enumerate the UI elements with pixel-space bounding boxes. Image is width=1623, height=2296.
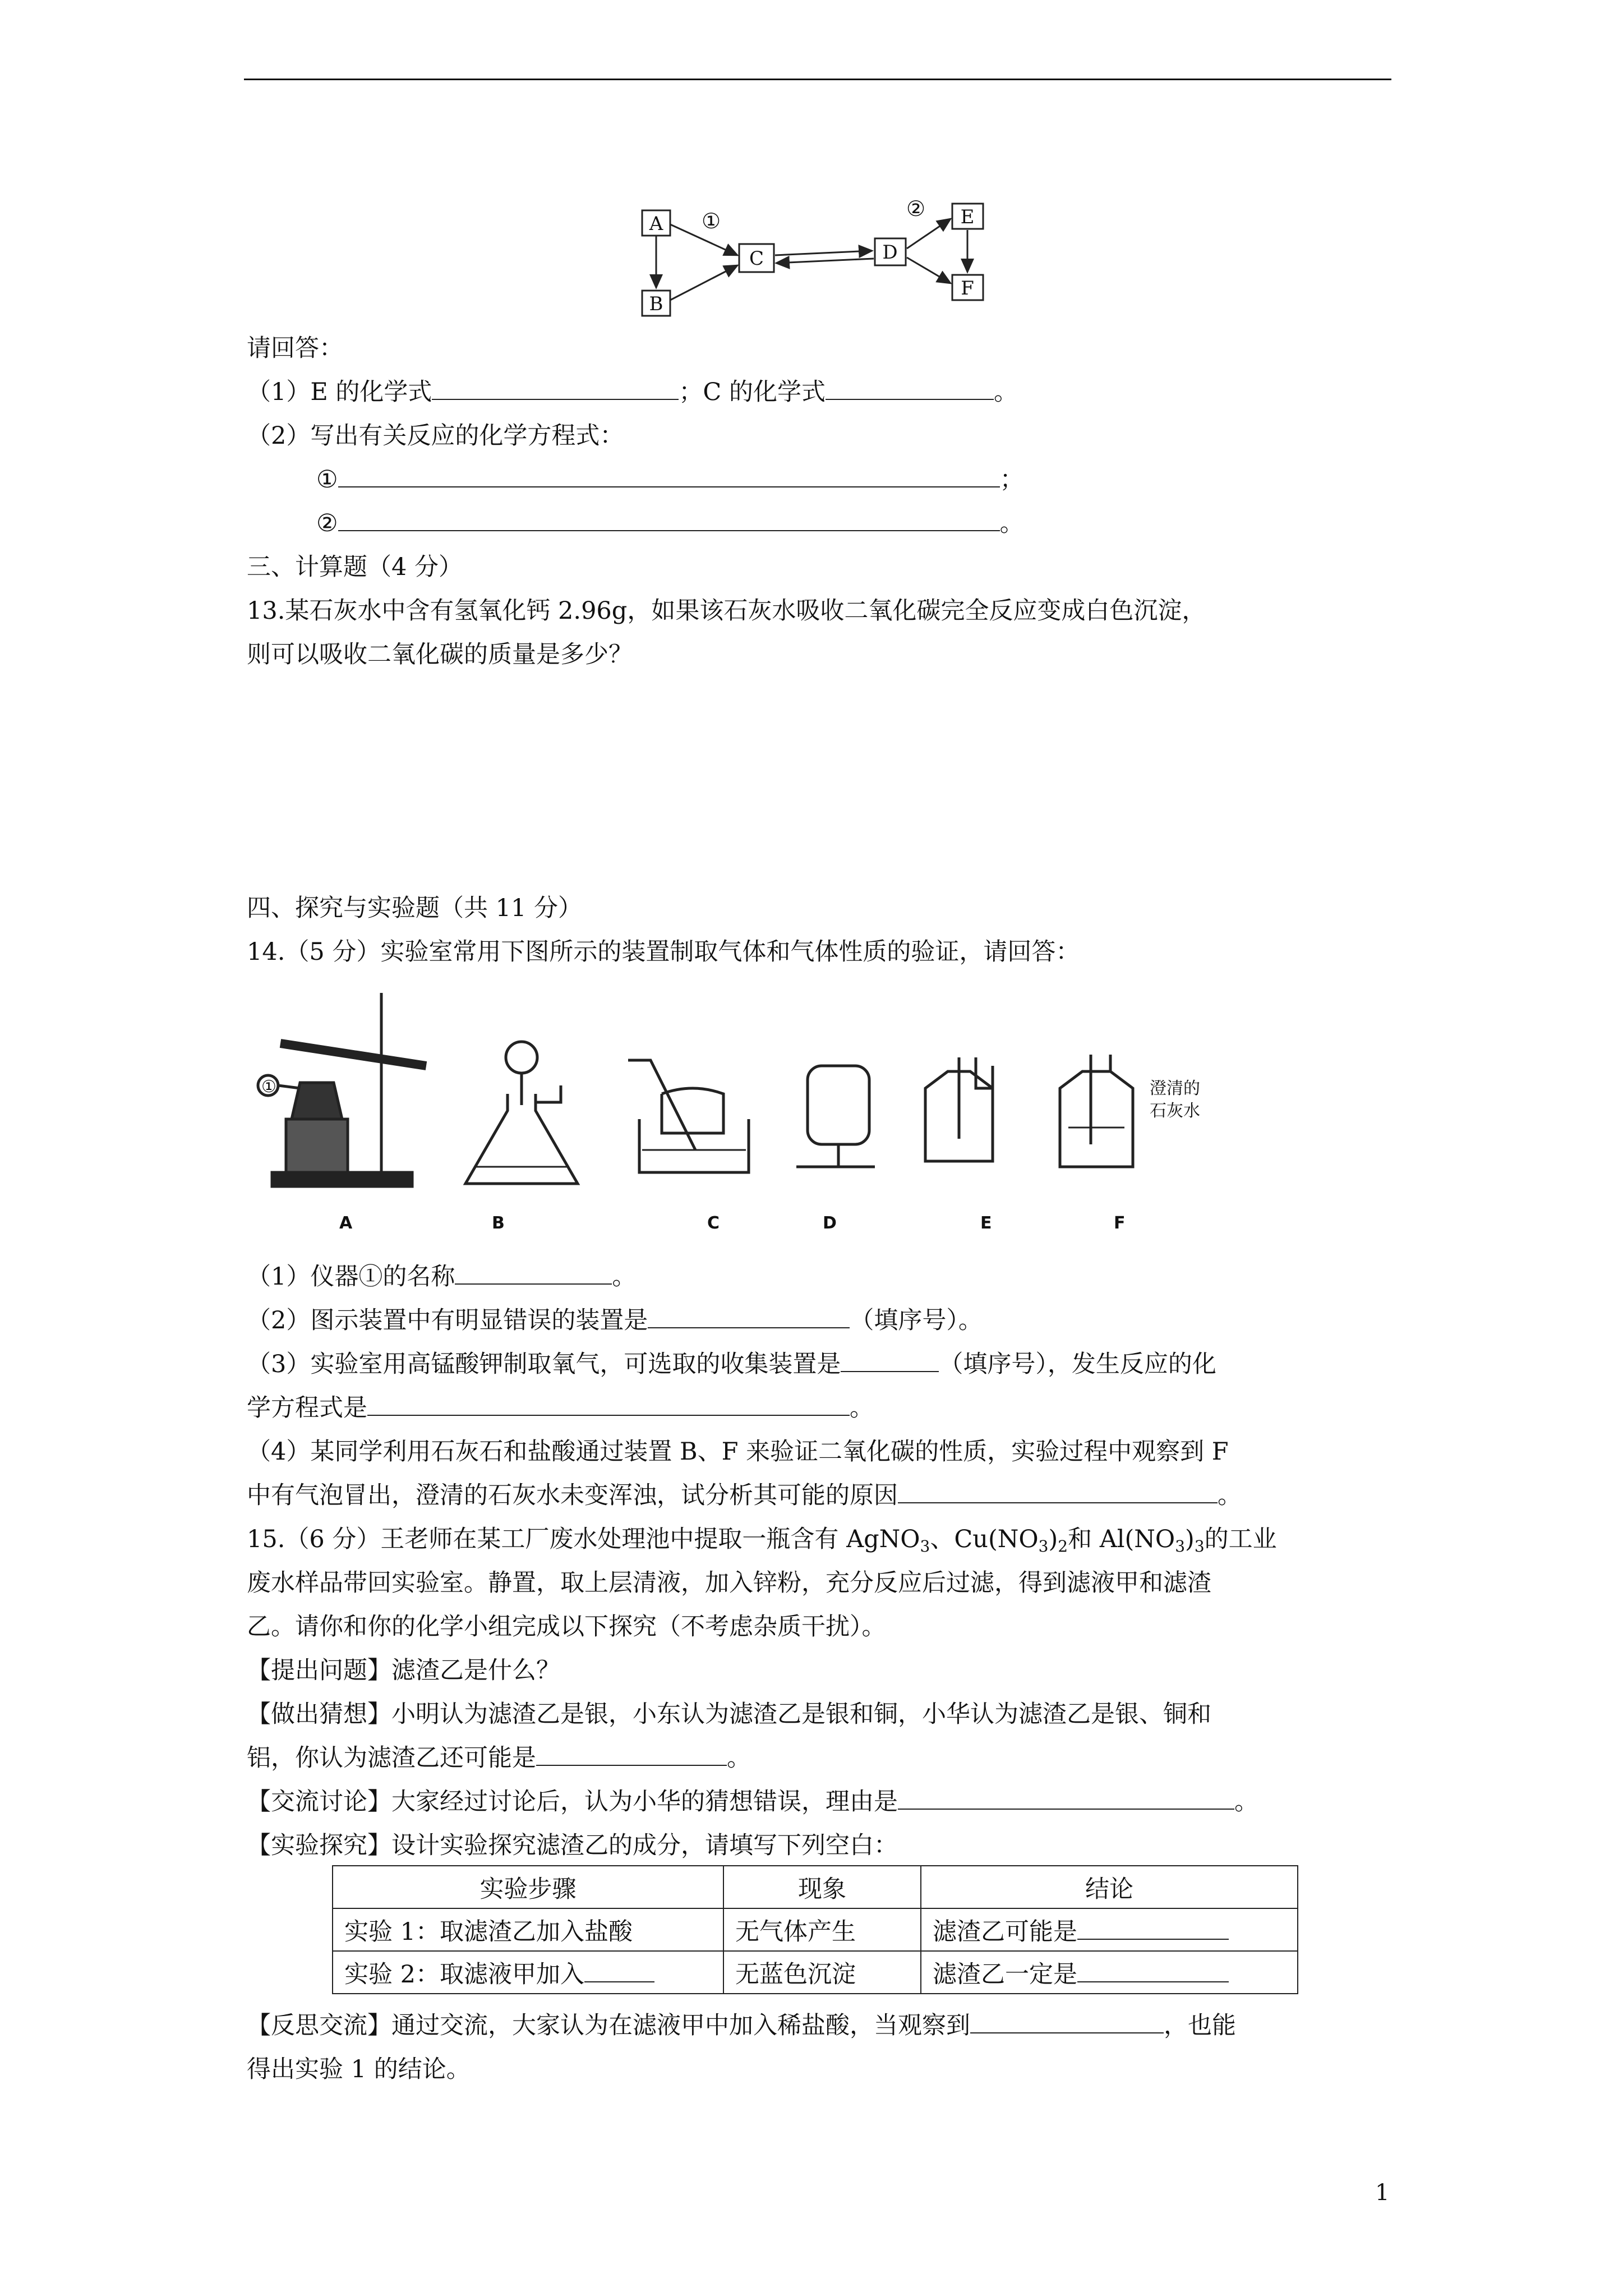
answer-blank-wrong-apparatus[interactable]: [648, 1310, 850, 1328]
q13-line-2: 则可以吸收二氧化碳的质量是多少？: [247, 641, 633, 669]
table-row: [333, 1951, 1298, 1994]
table-cell-conclusion-1: 滤渣乙可能是: [921, 1908, 1298, 1951]
q12-part2: （2）写出有关反应的化学方程式：: [247, 422, 624, 450]
table-header-phenomenon: 现象: [723, 1866, 921, 1908]
section-4-title: 四、探究与实验题（共 11 分）: [247, 894, 583, 922]
q15-question: 【提出问题】滤渣乙是什么？: [247, 1657, 560, 1685]
reaction-mark-2: ②: [906, 199, 926, 221]
node-e-label: E: [960, 206, 975, 228]
apparatus-label-d: D: [823, 1213, 837, 1233]
experiment-table: [332, 1865, 1298, 1994]
limewater-label-2: 石灰水: [1150, 1101, 1200, 1121]
answer-blank-other-guess[interactable]: [536, 1748, 727, 1766]
answer-blank-discussion-reason[interactable]: [898, 1792, 1234, 1810]
apparatus-a-mark: ①: [261, 1077, 276, 1097]
section-3-title: 三、计算题（4 分）: [247, 553, 463, 581]
table-header-conclusion: 结论: [921, 1866, 1298, 1908]
apparatus-a-drawing: [258, 993, 426, 1186]
q14-part4-line2: 中有气泡冒出，澄清的石灰水未变浑浊，试分析其可能的原因 。: [247, 1481, 1242, 1510]
answer-blank-collection-apparatus[interactable]: [841, 1354, 939, 1372]
apparatus-label-e: E: [980, 1213, 992, 1233]
node-c-label: C: [749, 247, 764, 270]
node-f-label: F: [961, 277, 974, 300]
q14-part4-line1: （4）某同学利用石灰石和盐酸通过装置 B、F 来验证二氧化碳的性质，实验过程中观察到 F: [247, 1438, 1229, 1466]
table-cell-conclusion-2: 滤渣乙一定是: [921, 1951, 1298, 1994]
node-b-label: B: [649, 293, 663, 315]
answer-blank-o2-equation[interactable]: [367, 1398, 850, 1416]
q15-reflect-line1: 【反思交流】通过交流，大家认为在滤液甲中加入稀盐酸，当观察到 ，也能: [247, 2012, 1236, 2040]
answer-blank-e-formula[interactable]: [432, 382, 679, 400]
q12-intro: 请回答：: [247, 334, 343, 362]
limewater-label-1: 澄清的: [1150, 1079, 1200, 1098]
reaction-flow-diagram: [639, 199, 1004, 328]
q12-equation-2: ② 。: [316, 509, 1024, 537]
header-rule: [244, 79, 1391, 80]
answer-blank-eq1[interactable]: [338, 470, 1000, 487]
table-header-steps: 实验步骤: [333, 1866, 723, 1908]
q15-explore: 【实验探究】设计实验探究滤渣乙的成分，请填写下列空白：: [247, 1832, 898, 1860]
apparatus-label-a: A: [339, 1213, 353, 1233]
q13-line-1: 13.某石灰水中含有氢氧化钙 2.96g，如果该石灰水吸收二氧化碳完全反应变成白色沉淀，: [247, 597, 1206, 625]
table-row: [333, 1908, 1298, 1951]
q15-discussion: 【交流讨论】大家经过讨论后，认为小华的猜想错误，理由是 。: [247, 1788, 1258, 1816]
q12-equation-1: ① ；: [316, 466, 1024, 494]
apparatus-e-drawing: [925, 1057, 993, 1161]
q15-line-3: 乙。请你和你的化学小组完成以下探究（不考虑杂质干扰）。: [247, 1613, 886, 1641]
table-header-row: [333, 1866, 1298, 1908]
q15-line-2: 废水样品带回实验室。静置，取上层清液，加入锌粉，充分反应后过滤，得到滤液甲和滤渣: [247, 1569, 1211, 1597]
q14-part3-line1: （3）实验室用高锰酸钾制取氧气，可选取的收集装置是 （填序号），发生反应的化: [247, 1350, 1216, 1378]
answer-blank-observation[interactable]: [970, 2016, 1164, 2033]
lab-apparatus-figure: [247, 982, 1256, 1217]
q14-part3-line2: 学方程式是 。: [247, 1394, 874, 1422]
table-cell-step-2: 实验 2：取滤液甲加入: [333, 1951, 723, 1994]
answer-blank-conclusion-2[interactable]: [1077, 1964, 1229, 1982]
answer-blank-conclusion-1[interactable]: [1077, 1922, 1229, 1940]
reaction-mark-1: ①: [701, 209, 721, 233]
q14-part2: （2）图示装置中有明显错误的装置是 （填序号）。: [247, 1306, 983, 1335]
table-cell-step-1: 实验 1：取滤渣乙加入盐酸: [333, 1908, 723, 1951]
apparatus-f-drawing: [1060, 1055, 1133, 1167]
answer-blank-reagent[interactable]: [584, 1964, 654, 1982]
apparatus-label-b: B: [492, 1213, 505, 1233]
apparatus-label-f: F: [1114, 1213, 1126, 1233]
q15-guess-line1: 【做出猜想】小明认为滤渣乙是银，小东认为滤渣乙是银和铜，小华认为滤渣乙是银、铜和: [247, 1700, 1211, 1728]
answer-blank-eq2[interactable]: [338, 513, 1000, 531]
page-number: 1: [1375, 2180, 1390, 2206]
apparatus-b-drawing: [465, 1042, 578, 1184]
node-d-label: D: [882, 241, 898, 264]
apparatus-d-drawing: [796, 1066, 875, 1167]
q12-part1: （1）E 的化学式 ；C 的化学式 。: [247, 378, 1018, 406]
apparatus-c-drawing: [628, 1060, 749, 1172]
apparatus-label-c: C: [707, 1213, 720, 1233]
q14-part1: （1）仪器①的名称 。: [247, 1263, 637, 1291]
q15-reflect-line2: 得出实验 1 的结论。: [247, 2055, 471, 2083]
q15-guess-line2: 铝，你认为滤渣乙还可能是 。: [247, 1744, 751, 1772]
q15-line-1: 15.（6 分）王老师在某工厂废水处理池中提取一瓶含有 AgNO$_3$、$Cu(NO_3)_2$和 $Al(NO_3)_3$的工业: [247, 1525, 1277, 1556]
node-a-label: A: [649, 213, 663, 235]
answer-blank-reason[interactable]: [898, 1485, 1218, 1503]
answer-blank-c-formula[interactable]: [826, 382, 994, 400]
answer-blank-instrument-name[interactable]: [455, 1267, 612, 1285]
table-cell-phenomenon-2: 无蓝色沉淀: [723, 1951, 921, 1994]
q14-intro: 14.（5 分）实验室常用下图所示的装置制取气体和气体性质的验证，请回答：: [247, 938, 1080, 966]
table-cell-phenomenon-1: 无气体产生: [723, 1908, 921, 1951]
